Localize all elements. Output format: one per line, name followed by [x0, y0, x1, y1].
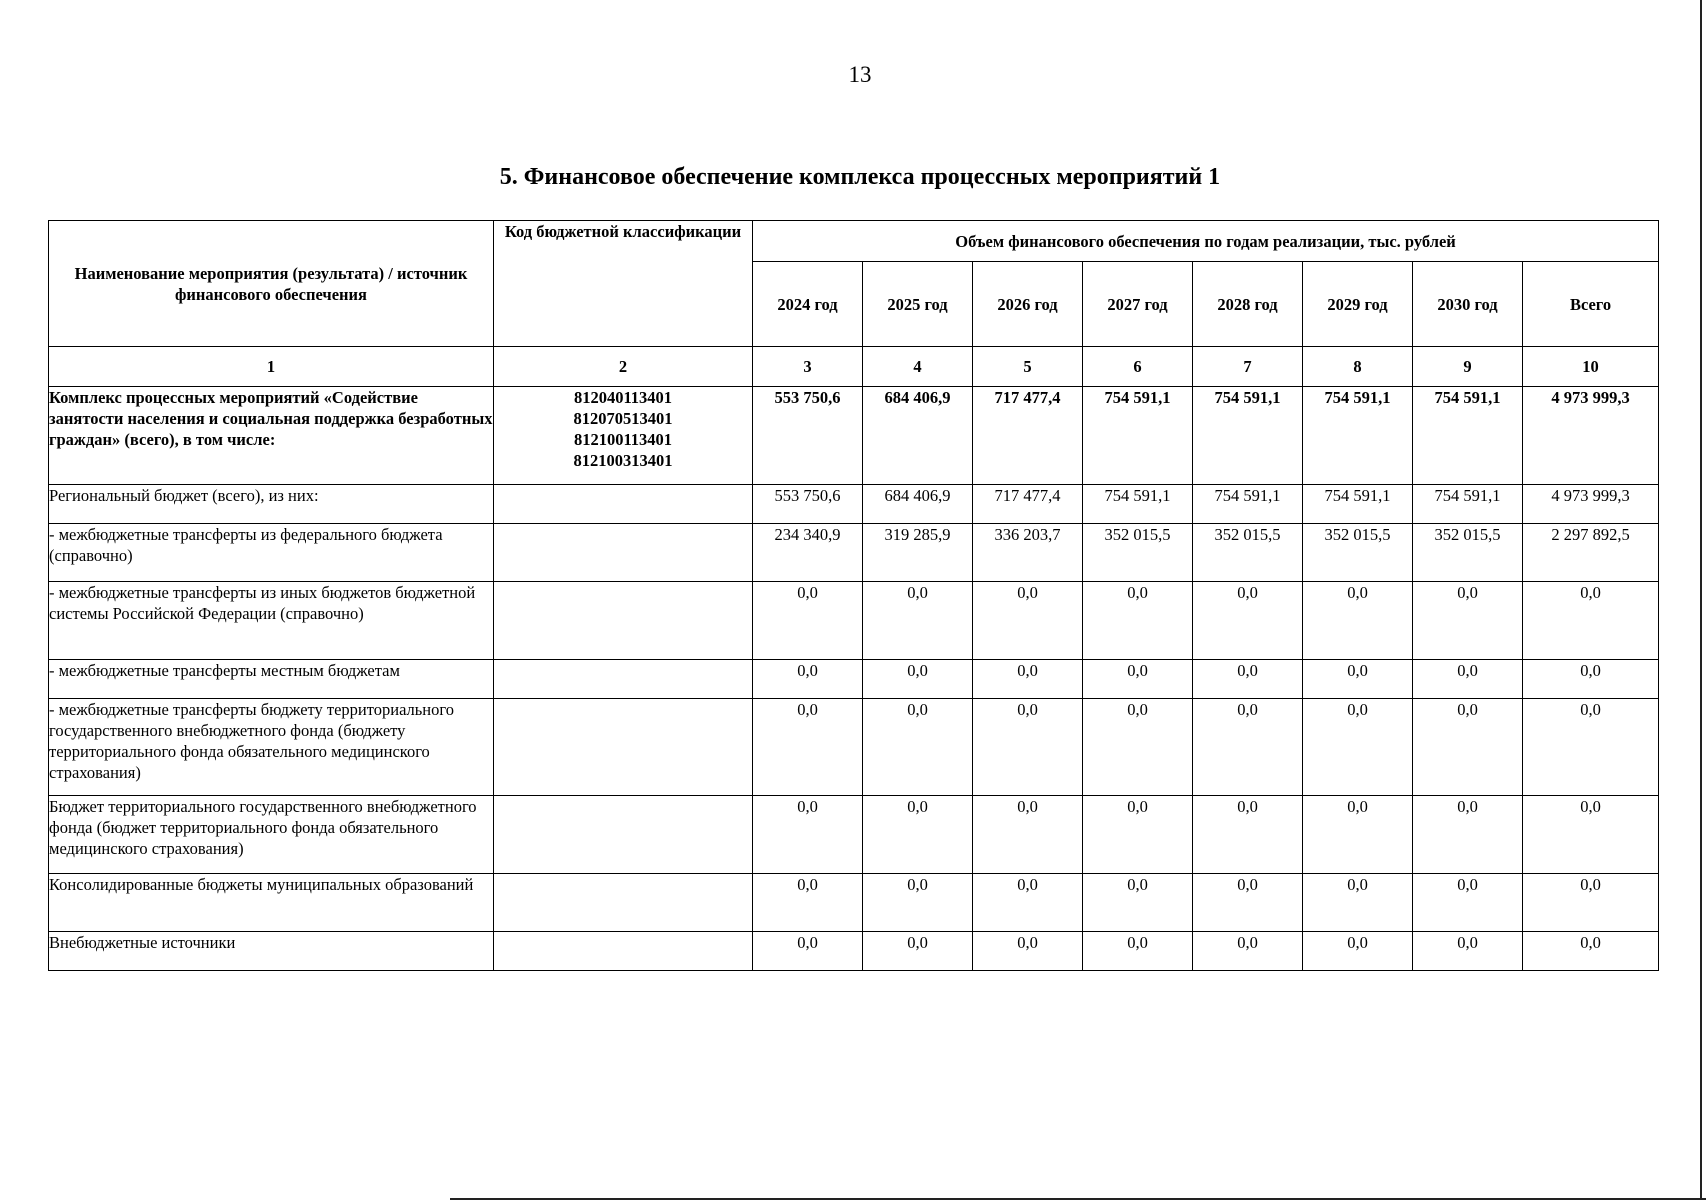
row-value: 352 015,5 — [1193, 524, 1303, 582]
row-name: Комплекс процессных мероприятий «Содействие занятости населения и социальная поддержка безработных граждан» (всего), в том числе: — [49, 387, 494, 485]
row-value: 0,0 — [863, 582, 973, 660]
table-row — [49, 582, 1659, 660]
row-value: 0,0 — [1413, 796, 1523, 874]
header-year: 2027 год — [1083, 262, 1193, 347]
row-codes — [494, 932, 753, 971]
row-name: Региональный бюджет (всего), из них: — [49, 485, 494, 524]
row-value: 336 203,7 — [973, 524, 1083, 582]
row-value: 352 015,5 — [1303, 524, 1413, 582]
table-row — [49, 485, 1659, 524]
table-row — [49, 387, 1659, 485]
column-numbers-row — [49, 347, 1659, 387]
row-value: 0,0 — [753, 796, 863, 874]
row-value: 754 591,1 — [1303, 387, 1413, 485]
row-total: 0,0 — [1523, 932, 1659, 971]
row-codes — [494, 796, 753, 874]
row-value: 319 285,9 — [863, 524, 973, 582]
row-value: 352 015,5 — [1413, 524, 1523, 582]
row-value: 0,0 — [1083, 699, 1193, 796]
row-value: 754 591,1 — [1193, 387, 1303, 485]
row-name: Консолидированные бюджеты муниципальных образований — [49, 874, 494, 932]
page-number: 13 — [848, 62, 872, 87]
row-value: 0,0 — [1083, 796, 1193, 874]
row-codes — [494, 699, 753, 796]
row-value: 0,0 — [973, 796, 1083, 874]
row-value: 0,0 — [1303, 699, 1413, 796]
row-value: 0,0 — [1413, 874, 1523, 932]
row-value: 0,0 — [753, 660, 863, 699]
row-value: 0,0 — [973, 660, 1083, 699]
row-value: 684 406,9 — [863, 387, 973, 485]
row-value: 0,0 — [1303, 660, 1413, 699]
row-total: 0,0 — [1523, 699, 1659, 796]
row-total: 0,0 — [1523, 660, 1659, 699]
row-value: 754 591,1 — [1303, 485, 1413, 524]
budget-code: 812100113401 — [573, 430, 673, 449]
header-year: 2025 год — [863, 262, 973, 347]
row-value: 0,0 — [973, 932, 1083, 971]
row-value: 754 591,1 — [1083, 387, 1193, 485]
header-year: 2030 год — [1413, 262, 1523, 347]
row-value: 0,0 — [1413, 582, 1523, 660]
column-number: 3 — [753, 347, 863, 387]
row-value: 0,0 — [753, 932, 863, 971]
row-name: - межбюджетные трансферты бюджету территориального государственного внебюджетного фонда (бюджету территориального фонда обязательного медицинского страхования) — [49, 699, 494, 796]
table-row — [49, 524, 1659, 582]
row-value: 0,0 — [1193, 796, 1303, 874]
row-value: 0,0 — [1303, 932, 1413, 971]
row-total: 0,0 — [1523, 582, 1659, 660]
table-row — [49, 796, 1659, 874]
row-value: 0,0 — [1083, 874, 1193, 932]
row-total: 2 297 892,5 — [1523, 524, 1659, 582]
header-year: 2026 год — [973, 262, 1083, 347]
row-total: 0,0 — [1523, 796, 1659, 874]
column-number: 4 — [863, 347, 973, 387]
row-codes — [494, 660, 753, 699]
row-value: 754 591,1 — [1193, 485, 1303, 524]
column-number: 6 — [1083, 347, 1193, 387]
row-value: 0,0 — [863, 796, 973, 874]
row-codes — [494, 874, 753, 932]
row-value: 0,0 — [973, 699, 1083, 796]
row-value: 234 340,9 — [753, 524, 863, 582]
row-value: 0,0 — [753, 582, 863, 660]
row-value: 0,0 — [1083, 582, 1193, 660]
row-value: 754 591,1 — [1413, 485, 1523, 524]
column-number: 1 — [49, 347, 494, 387]
row-codes — [494, 485, 753, 524]
row-name: Внебюджетные источники — [49, 932, 494, 971]
row-value: 0,0 — [1083, 660, 1193, 699]
row-value: 0,0 — [1413, 660, 1523, 699]
header-year: 2024 год — [753, 262, 863, 347]
row-value: 0,0 — [1193, 660, 1303, 699]
row-value: 0,0 — [1303, 796, 1413, 874]
row-value: 0,0 — [863, 699, 973, 796]
row-codes — [494, 582, 753, 660]
row-value: 0,0 — [753, 874, 863, 932]
row-value: 0,0 — [973, 582, 1083, 660]
row-value: 352 015,5 — [1083, 524, 1193, 582]
header-year: 2028 год — [1193, 262, 1303, 347]
row-value: 717 477,4 — [973, 387, 1083, 485]
row-value: 0,0 — [1303, 874, 1413, 932]
row-value: 0,0 — [973, 874, 1083, 932]
row-value: 553 750,6 — [753, 485, 863, 524]
row-value: 0,0 — [1193, 699, 1303, 796]
header-name: Наименование мероприятия (результата) / источник финансового обеспечения — [49, 221, 494, 347]
table-row — [49, 932, 1659, 971]
row-codes — [494, 387, 753, 485]
column-number: 8 — [1303, 347, 1413, 387]
row-value: 0,0 — [863, 874, 973, 932]
right-edge-mark — [1700, 0, 1702, 1200]
row-value: 553 750,6 — [753, 387, 863, 485]
row-value: 0,0 — [1193, 932, 1303, 971]
header-code: Код бюджетной классификации — [494, 221, 753, 347]
row-value: 0,0 — [1193, 874, 1303, 932]
row-name: - межбюджетные трансферты из иных бюджетов бюджетной системы Российской Федерации (справочно) — [49, 582, 494, 660]
row-value: 754 591,1 — [1083, 485, 1193, 524]
header-year: 2029 год — [1303, 262, 1413, 347]
row-total: 4 973 999,3 — [1523, 387, 1659, 485]
header-volume: Объем финансового обеспечения по годам реализации, тыс. рублей — [753, 221, 1659, 262]
row-name: - межбюджетные трансферты из федерального бюджета (справочно) — [49, 524, 494, 582]
row-value: 0,0 — [1193, 582, 1303, 660]
column-number: 7 — [1193, 347, 1303, 387]
row-value: 0,0 — [1413, 699, 1523, 796]
row-value: 0,0 — [863, 660, 973, 699]
row-value: 717 477,4 — [973, 485, 1083, 524]
column-number: 10 — [1523, 347, 1659, 387]
row-value: 0,0 — [753, 699, 863, 796]
column-number: 5 — [973, 347, 1083, 387]
budget-code: 812040113401 — [573, 388, 673, 407]
budget-code: 812070513401 — [573, 409, 673, 428]
row-value: 0,0 — [863, 932, 973, 971]
row-value: 0,0 — [1413, 932, 1523, 971]
row-value: 0,0 — [1303, 582, 1413, 660]
table-row — [49, 699, 1659, 796]
page-title: 5. Финансовое обеспечение комплекса процессных мероприятий 1 — [499, 164, 1221, 190]
row-total: 4 973 999,3 — [1523, 485, 1659, 524]
row-value: 0,0 — [1083, 932, 1193, 971]
row-value: 684 406,9 — [863, 485, 973, 524]
column-number: 2 — [494, 347, 753, 387]
column-number: 9 — [1413, 347, 1523, 387]
header-year: Всего — [1523, 262, 1659, 347]
financing-table — [48, 220, 1659, 971]
row-name: Бюджет территориального государственного внебюджетного фонда (бюджет территориального фонда обязательного медицинского страхования) — [49, 796, 494, 874]
table-row — [49, 874, 1659, 932]
row-total: 0,0 — [1523, 874, 1659, 932]
table-row — [49, 660, 1659, 699]
budget-code: 812100313401 — [573, 451, 673, 470]
row-value: 754 591,1 — [1413, 387, 1523, 485]
row-codes — [494, 524, 753, 582]
row-name: - межбюджетные трансферты местным бюджетам — [49, 660, 494, 699]
